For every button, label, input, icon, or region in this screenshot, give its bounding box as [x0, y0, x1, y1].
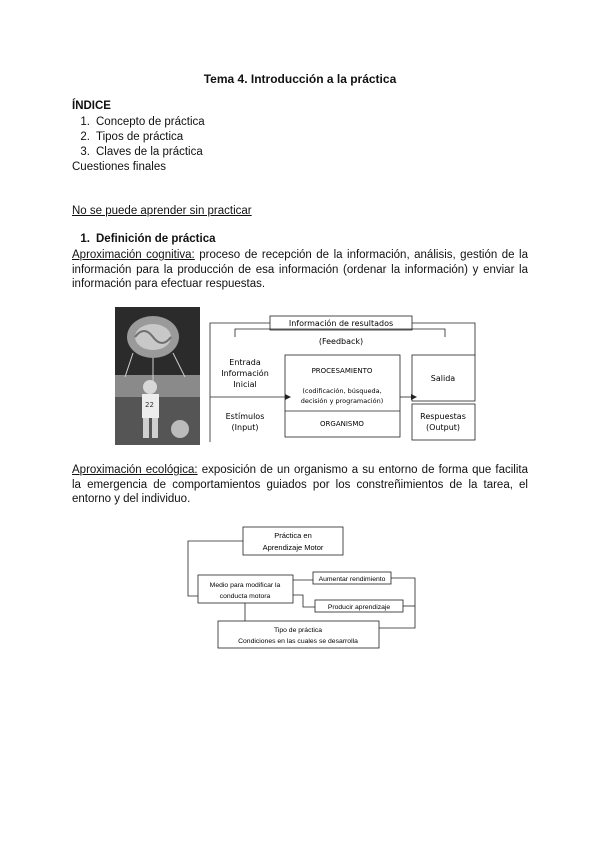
procesamiento-label: PROCESAMIENTO [311, 367, 373, 375]
concept-tipo-label: Condiciones en las cuales se desarrolla [238, 638, 358, 645]
cognitive-model-diagram [115, 307, 485, 447]
organismo-label: ORGANISMO [320, 420, 364, 428]
respuestas-label: Respuestas [420, 412, 466, 421]
entrada-label: Entrada [229, 358, 261, 367]
index-list [72, 116, 205, 161]
concept-top-label: Práctica en [274, 531, 312, 540]
index-heading: ÍNDICE [72, 100, 111, 112]
athlete-brain-photo [115, 307, 200, 445]
motto: No se puede aprender sin practicar [72, 205, 252, 217]
procesamiento-detail: (codificación, búsqueda, [302, 387, 382, 395]
estimulos-label: (Input) [231, 423, 259, 432]
concept-medio-label: conducta motora [219, 593, 271, 600]
ecological-paragraph: Aproximación ecológica: exposición de un organismo a su entorno de forma que facilita la emergencia de comportamientos guiados por los constreñimientos de la tarea, el entorno y del individuo. [72, 464, 528, 506]
index-item: 3. Claves de la práctica [80, 146, 203, 158]
salida-label: Salida [430, 374, 456, 383]
concept-producir-label: Producir aprendizaje [327, 604, 391, 611]
entrada-label: Inicial [233, 380, 257, 389]
svg-text:22: 22 [145, 401, 154, 409]
concept-tipo-label: Tipo de práctica [273, 627, 323, 634]
section-heading: 1. Definición de práctica [80, 233, 216, 245]
entrada-label: Información [221, 369, 269, 378]
procesamiento-detail: decisión y programación) [300, 397, 384, 405]
respuestas-label: (Output) [425, 423, 461, 432]
practice-concept-map [185, 525, 420, 660]
estimulos-label: Estímulos [225, 412, 265, 421]
index-item: 2. Tipos de práctica [80, 131, 184, 143]
info-results-label: Información de resultados [288, 319, 394, 328]
feedback-label: (Feedback) [318, 337, 364, 346]
concept-top-label: Aprendizaje Motor [262, 543, 324, 552]
concept-aumentar-label: Aumentar rendimiento [318, 576, 386, 583]
ecological-label: Aproximación ecológica: [72, 464, 198, 476]
concept-map-diagram [185, 525, 420, 660]
cognitive-model-figure [115, 307, 485, 447]
final-questions: Cuestiones finales [72, 161, 166, 173]
cognitive-label: Aproximación cognitiva: [72, 249, 195, 261]
page-title: Tema 4. Introducción a la práctica [203, 72, 397, 86]
index-item: 1. Concepto de práctica [80, 116, 205, 128]
concept-medio-label: Medio para modificar la [209, 582, 281, 589]
cognitive-paragraph: Aproximación cognitiva: proceso de recepción de la información, análisis, gestión de la información para la producción de esa información (ordenar la información) y enviar la información para efectuar respuestas. [72, 249, 528, 291]
